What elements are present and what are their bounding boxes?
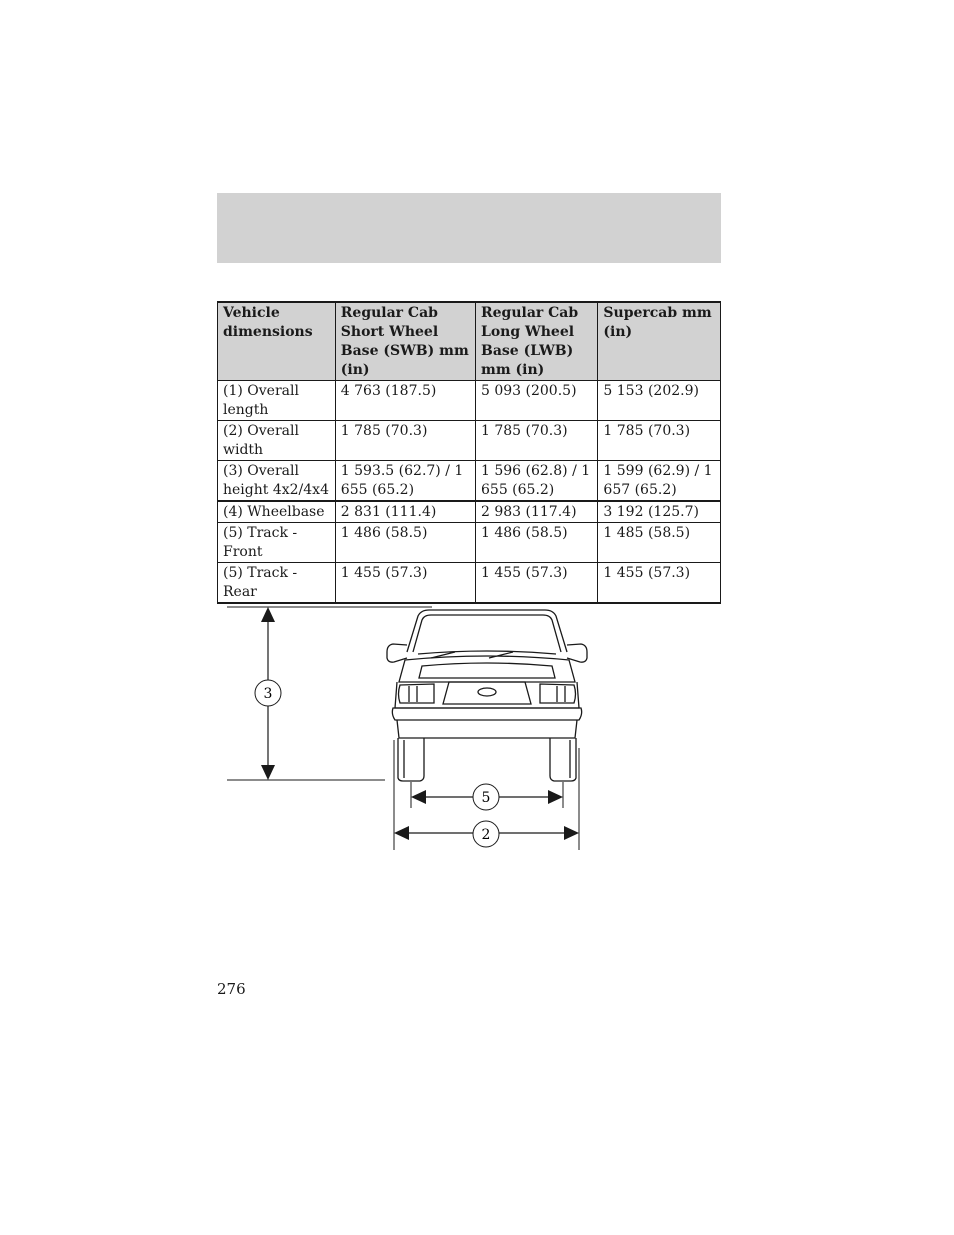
cell-value: 5 153 (202.9) <box>598 381 721 421</box>
cell-value: 1 455 (57.3) <box>476 563 598 604</box>
truck-illustration <box>387 610 587 781</box>
width-arrow-left-icon <box>394 826 409 840</box>
track-arrow-right-icon <box>548 790 563 804</box>
row-label: (5) Track - Front <box>218 523 336 563</box>
cell-value: 1 455 (57.3) <box>335 563 475 604</box>
track-arrow-left-icon <box>411 790 426 804</box>
cell-value: 4 763 (187.5) <box>335 381 475 421</box>
row-label: (4) Wheelbase <box>218 501 336 523</box>
header-supercab: Supercab mm (in) <box>598 302 721 381</box>
width-callout-label: 2 <box>481 827 491 843</box>
truck-front-view-diagram <box>217 600 597 860</box>
row-label: (3) Overall height 4x2/4x4 <box>218 461 336 502</box>
height-callout-label: 3 <box>263 686 273 702</box>
width-arrow-right-icon <box>564 826 579 840</box>
table-row <box>218 381 721 421</box>
table-row <box>218 523 721 563</box>
cell-value: 1 785 (70.3) <box>476 421 598 461</box>
header-vehicle-dimensions: Vehicle dimensions <box>218 302 336 381</box>
table-header-row <box>218 302 721 381</box>
cell-value: 1 785 (70.3) <box>598 421 721 461</box>
section-header-band <box>217 193 721 263</box>
table-row <box>218 421 721 461</box>
cell-value: 5 093 (200.5) <box>476 381 598 421</box>
header-regular-cab-lwb: Regular Cab Long Wheel Base (LWB) mm (in) <box>476 302 598 381</box>
header-regular-cab-swb: Regular Cab Short Wheel Base (SWB) mm (in) <box>335 302 475 381</box>
table-row <box>218 563 721 604</box>
cell-value: 1 485 (58.5) <box>598 523 721 563</box>
cell-value: 1 785 (70.3) <box>335 421 475 461</box>
cell-value: 2 831 (111.4) <box>335 501 475 523</box>
row-label: (2) Overall width <box>218 421 336 461</box>
cell-value: 1 599 (62.9) / 1 657 (65.2) <box>598 461 721 502</box>
cell-value: 1 596 (62.8) / 1 655 (65.2) <box>476 461 598 502</box>
track-callout-label: 5 <box>481 790 491 806</box>
height-arrow-up-icon <box>261 607 275 622</box>
vehicle-dimensions-table <box>217 301 721 604</box>
cell-value: 2 983 (117.4) <box>476 501 598 523</box>
table-row <box>218 461 721 502</box>
table-row <box>218 501 721 523</box>
cell-value: 1 486 (58.5) <box>335 523 475 563</box>
row-label: (1) Overall length <box>218 381 336 421</box>
cell-value: 3 192 (125.7) <box>598 501 721 523</box>
row-label: (5) Track - Rear <box>218 563 336 604</box>
page-number: 276 <box>217 980 246 998</box>
cell-value: 1 593.5 (62.7) / 1 655 (65.2) <box>335 461 475 502</box>
cell-value: 1 455 (57.3) <box>598 563 721 604</box>
cell-value: 1 486 (58.5) <box>476 523 598 563</box>
height-arrow-down-icon <box>261 765 275 780</box>
